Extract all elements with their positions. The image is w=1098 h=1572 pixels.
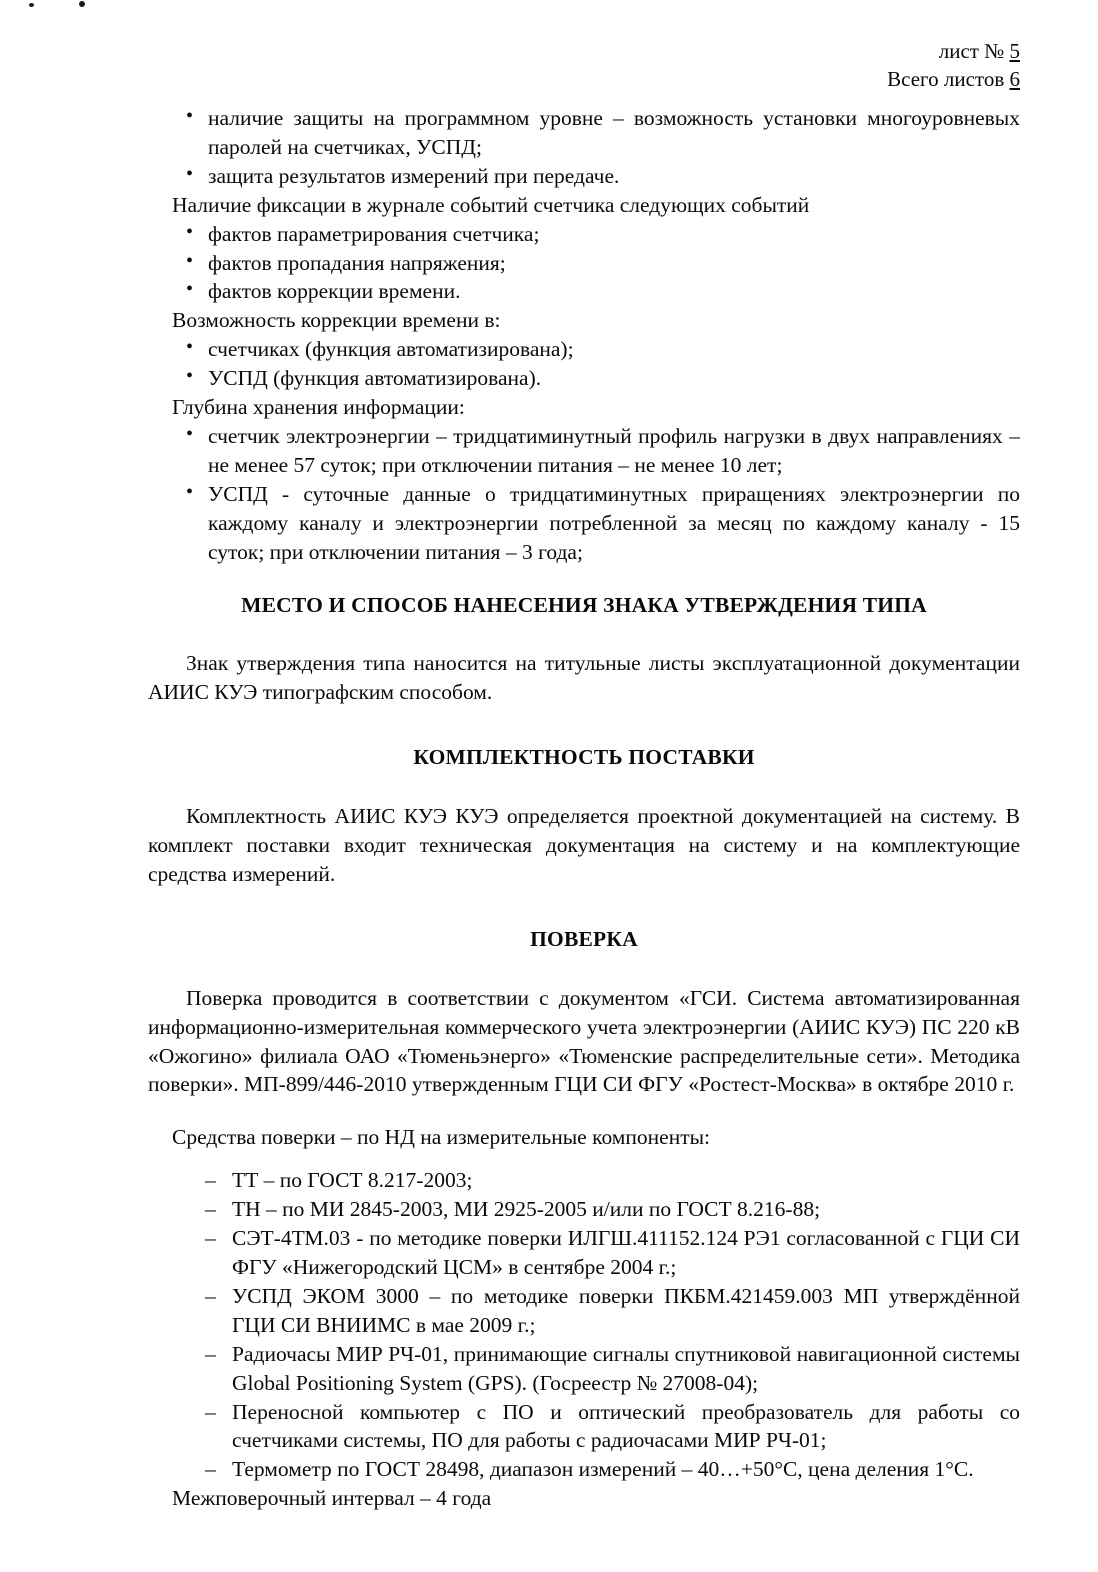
- list-item: – ТТ – по ГОСТ 8.217-2003;: [148, 1166, 1020, 1195]
- storage-depth-list: [148, 422, 1020, 567]
- time-correction-intro: Возможность коррекции времени в:: [172, 308, 501, 333]
- spacer: [148, 567, 1020, 591]
- list-item: • счетчик электроэнергии – тридцатиминутный профиль нагрузки в двух направлениях – не менее 57 суток; при отключении питания – не менее 10 лет;: [148, 422, 1020, 480]
- sheet-number: 5: [1009, 39, 1020, 63]
- list-item: – Термометр по ГОСТ 28498, диапазон измерений – 40…+50°С, цена деления 1°С.: [148, 1455, 1020, 1484]
- section-heading-verification: ПОВЕРКА: [530, 926, 638, 951]
- event-log-intro: Наличие фиксации в журнале событий счетчика следующих событий: [172, 192, 810, 217]
- page-header: [887, 38, 1020, 94]
- total-sheets-line: [887, 66, 1020, 94]
- security-bullet-list: [148, 104, 1020, 191]
- spacer: [148, 954, 1020, 984]
- section-marking-paragraph: Знак утверждения типа наносится на титульные листы эксплуатационной документации АИИС КУЭ типографским способом.: [148, 651, 1020, 705]
- total-number: 6: [1009, 66, 1020, 91]
- list-item: • УСПД (функция автоматизирована).: [148, 364, 1020, 393]
- event-log-list: [148, 220, 1020, 307]
- verification-interval: Межповерочный интервал – 4 года: [172, 1486, 492, 1511]
- section-heading-delivery: КОМПЛЕКТНОСТЬ ПОСТАВКИ: [413, 745, 755, 770]
- list-item: – СЭТ-4ТМ.03 - по методике поверки ИЛГШ.411152.124 РЭ1 согласованной с ГЦИ СИ ФГУ «Нижегородский ЦСМ» в сентябре 2004 г.;: [148, 1224, 1020, 1282]
- list-item: • фактов параметрирования счетчика;: [148, 220, 1020, 249]
- storage-depth-intro: Глубина хранения информации:: [172, 395, 465, 420]
- scan-speckle-icon: [29, 3, 34, 7]
- verification-means-list: [148, 1166, 1020, 1484]
- spacer: [148, 772, 1020, 802]
- list-item: • счетчиках (функция автоматизирована);: [148, 335, 1020, 364]
- section-verification-paragraph: Поверка проводится в соответствии с документом «ГСИ. Система автоматизированная информационно-измерительная коммерческого учета электроэнергии (АИИС КУЭ) ПС 220 кВ «Ожогино» филиала ОАО «Тюменьэнерго» «Тюменские распределительные сети». Методика поверки». МП-899/446-2010 утвержденным ГЦИ СИ ФГУ «Ростест-Москва» в октябре 2010 г.: [148, 985, 1020, 1097]
- sheet-number-line: [887, 38, 1020, 66]
- total-label: Всего листов: [887, 66, 1005, 91]
- spacer: [148, 619, 1020, 649]
- scan-speckle-icon: [79, 1, 85, 7]
- list-item: – ТН – по МИ 2845-2003, МИ 2925-2005 и/или по ГОСТ 8.216-88;: [148, 1195, 1020, 1224]
- list-item: • фактов коррекции времени.: [148, 277, 1020, 306]
- list-item: • УСПД - суточные данные о тридцатиминутных приращениях электроэнергии по каждому каналу и электроэнергии потребленной за месяц по каждому каналу - 15 суток; при отключении питания – 3 года;: [148, 480, 1020, 567]
- spacer: [148, 889, 1020, 925]
- verification-means-intro: Средства поверки – по НД на измерительные компоненты:: [172, 1125, 711, 1150]
- time-correction-list: [148, 335, 1020, 393]
- document-body: [148, 104, 1020, 1513]
- list-item: – Переносной компьютер с ПО и оптический преобразователь для работы со счетчиками системы, ПО для работы с радиочасами МИР РЧ-01;: [148, 1398, 1020, 1456]
- spacer: [148, 1099, 1020, 1123]
- list-item: • защита результатов измерений при передаче.: [148, 162, 1020, 191]
- spacer: [148, 1152, 1020, 1166]
- list-item: • фактов пропадания напряжения;: [148, 249, 1020, 278]
- sheet-label: лист №: [938, 39, 1005, 63]
- section-delivery-paragraph: Комплектность АИИС КУЭ КУЭ определяется проектной документацией на систему. В комплект поставки входит техническая документация на систему и на комплектующие средства измерений.: [148, 804, 1020, 886]
- spacer: [148, 707, 1020, 743]
- list-item: – Радиочасы МИР РЧ-01, принимающие сигналы спутниковой навигационной системы Global Positioning System (GPS). (Госреестр № 27008-04);: [148, 1340, 1020, 1398]
- list-item: – УСПД ЭКОМ 3000 – по методике поверки ПКБМ.421459.003 МП утверждённой ГЦИ СИ ВНИИМС в мае 2009 г.;: [148, 1282, 1020, 1340]
- section-heading-marking: МЕСТО И СПОСОБ НАНЕСЕНИЯ ЗНАКА УТВЕРЖДЕНИЯ ТИПА: [241, 592, 927, 617]
- list-item: • наличие защиты на программном уровне – возможность установки многоуровневых паролей на счетчиках, УСПД;: [148, 104, 1020, 162]
